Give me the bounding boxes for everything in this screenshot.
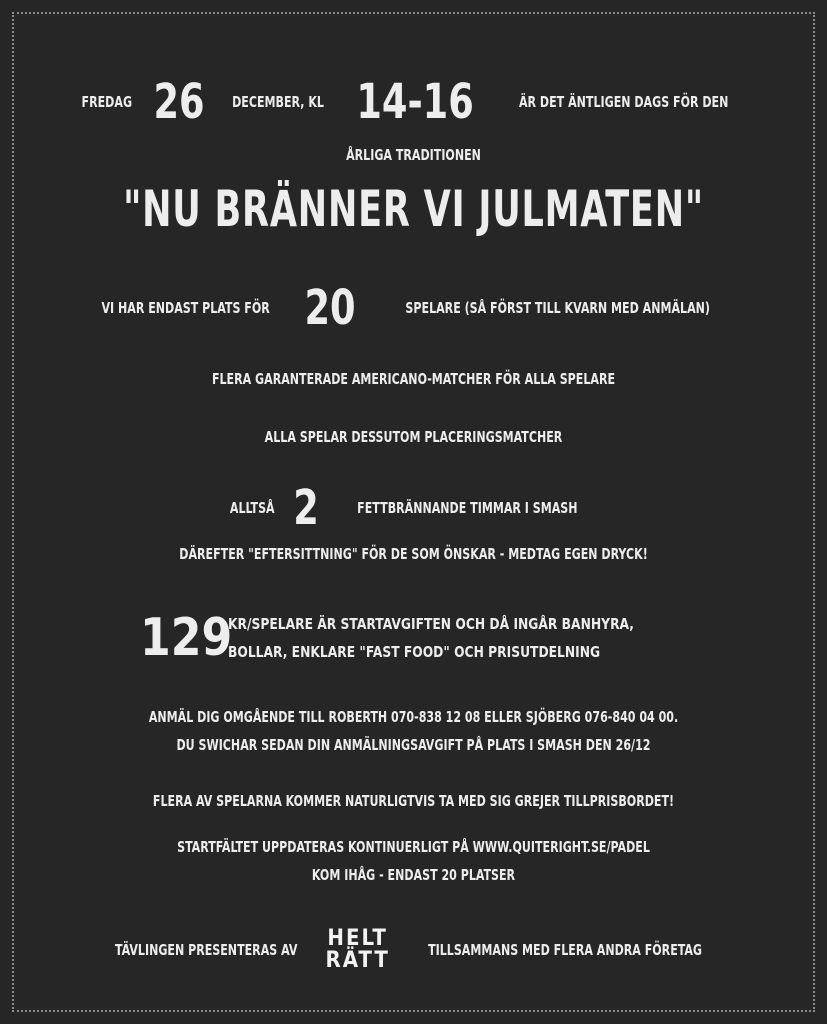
after-session-line: DÄREFTER "EFTERSITTNING" FÖR DE SOM ÖNSKAR - MEDTAG EGEN DRYCK!: [179, 545, 648, 563]
fee-line-2: BOLLAR, ENKLARE "FAST FOOD" OCH PRISUTDELNING: [228, 643, 601, 661]
footer-before: TÄVLINGEN PRESENTERAS AV: [115, 941, 298, 959]
main-title: "NU BRÄNNER VI JULMATEN": [123, 180, 704, 238]
startfield-line-1: STARTFÄLTET UPPDATERAS KONTINUERLIGT PÅ WWW.QUITERIGHT.SE/PADEL: [177, 838, 650, 856]
players-number: 20: [304, 280, 356, 336]
placement-line: ALLA SPELAR DESSUTOM PLACERINGSMATCHER: [264, 428, 563, 446]
intro-fredag: FREDAG: [81, 93, 132, 111]
startfield-line-2: KOM IHÅG - ENDAST 20 PLATSER: [311, 866, 516, 884]
intro-rest: ÄR DET ÄNTLIGEN DAGS FÖR DEN: [518, 93, 729, 111]
fee-line-1: KR/SPELARE ÄR STARTAVGIFTEN OCH DÅ INGÅR BANHYRA,: [228, 615, 634, 633]
helt-ratt-logo: [325, 928, 389, 972]
intro-december-kl: DECEMBER, KL: [231, 93, 324, 111]
intro-line-2: ÅRLIGA TRADITIONEN: [346, 146, 481, 164]
signup-line-1: ANMÄL DIG OMGÅENDE TILL ROBERTH 070-838 12 08 ELLER SJÖBERG 076-840 04 00.: [148, 708, 679, 726]
intro-day: 26: [153, 74, 206, 130]
players-after: SPELARE (SÅ FÖRST TILL KVARN MED ANMÄLAN): [405, 299, 711, 317]
players-before: VI HAR ENDAST PLATS FÖR: [101, 299, 270, 317]
signup-line-2: DU SWICHAR SEDAN DIN ANMÄLNINGSAVGIFT PÅ PLATS I SMASH DEN 26/12: [176, 736, 651, 754]
footer-after: TILLSAMMANS MED FLERA ANDRA FÖRETAG: [427, 941, 702, 959]
intro-time: 14-16: [355, 74, 474, 130]
fee-number: 129: [140, 608, 233, 668]
logo-bottom: RÄTT: [325, 948, 390, 973]
intro-line: [0, 74, 827, 130]
hours-line: [0, 480, 827, 536]
logo-top: HELT: [327, 926, 388, 951]
players-line: [0, 280, 827, 336]
hours-before: ALLTSÅ: [229, 499, 275, 517]
prizes-line: FLERA AV SPELARNA KOMMER NATURLIGTVIS TA MED SIG GREJER TILLPRISBORDET!: [152, 792, 675, 810]
matches-line: FLERA GARANTERADE AMERICANO-MATCHER FÖR ALLA SPELARE: [211, 370, 616, 388]
footer-line: [0, 928, 827, 972]
hours-after: FETTBRÄNNANDE TIMMAR I SMASH: [357, 499, 578, 517]
hours-number: 2: [293, 480, 320, 536]
